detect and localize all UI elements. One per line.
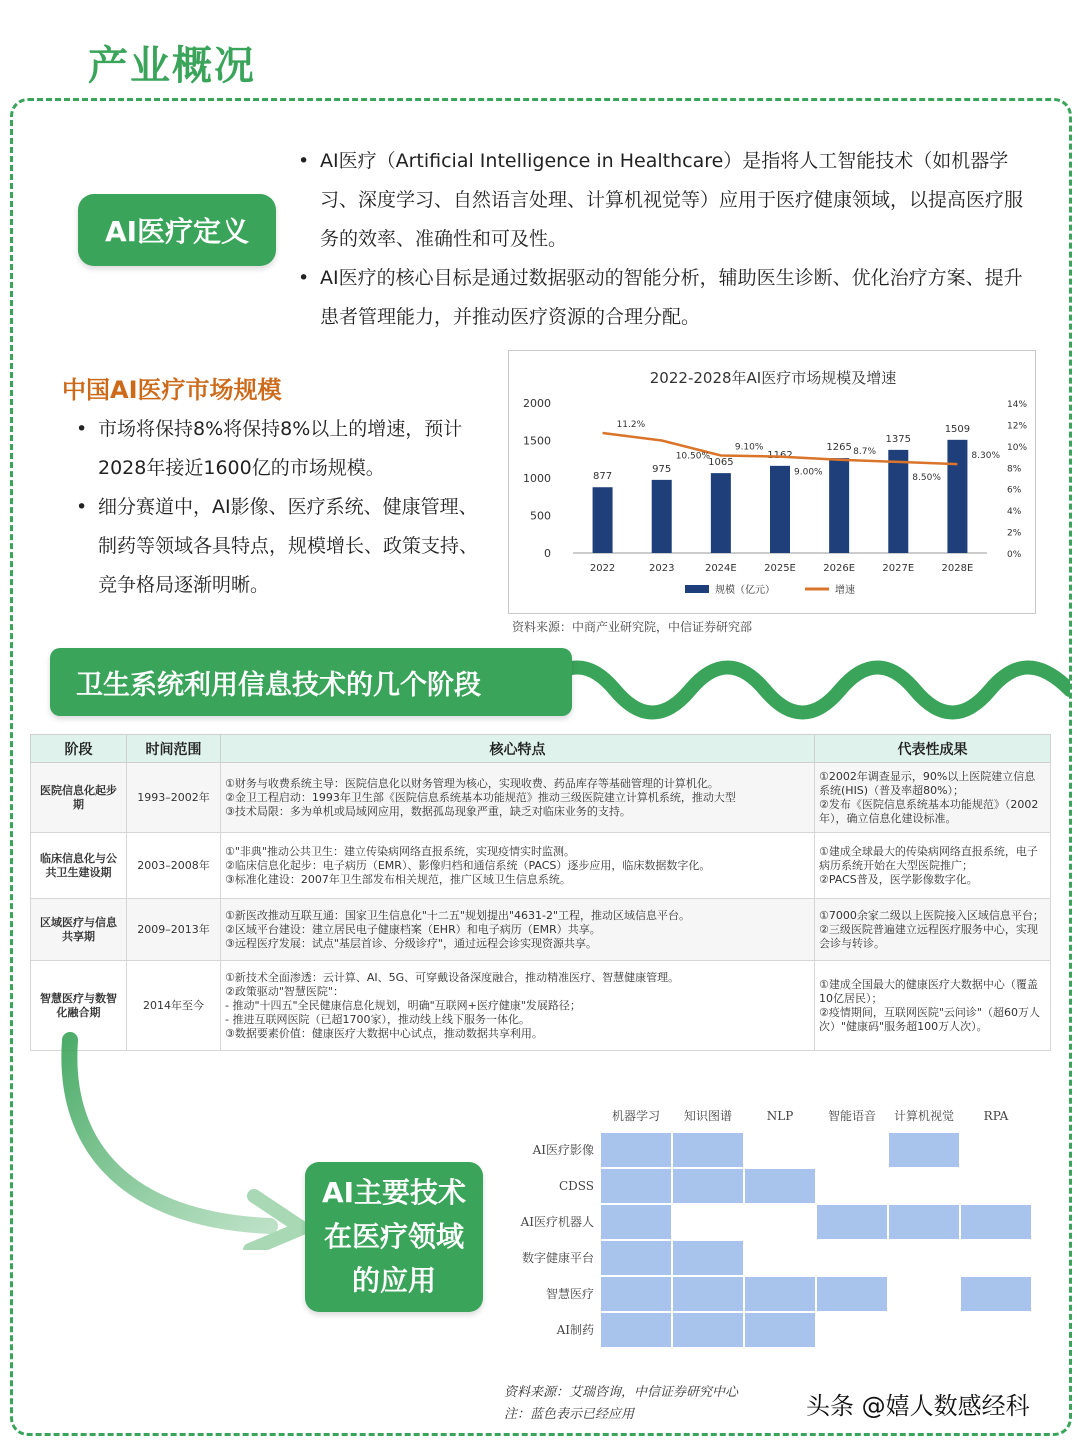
stage-name-cell: 智慧医疗与数智化融合期 [31,961,127,1051]
stage-name-cell: 区域医疗与信息共享期 [31,899,127,961]
matrix-cell [601,1277,671,1311]
header-outcome: 代表性成果 [815,735,1051,763]
stage-name-cell: 医院信息化起步期 [31,763,127,833]
stage-outcome-cell [815,763,1051,833]
chart-source: 资料来源：中商产业研究院，中信证券研究部 [512,620,753,634]
matrix-cell [601,1133,671,1167]
bar-label: 1065 [708,457,734,469]
bar-label: 1265 [826,442,852,454]
core-line: ②区域平台建设：建立居民电子健康档案（EHR）和电子病历（EMR）共享。 [225,922,601,936]
x-tick-label: 2026E [823,563,856,574]
table-row [31,833,1051,899]
stages-table [30,734,1051,1051]
matrix-cell [961,1277,1031,1311]
matrix-cell [601,1313,671,1347]
matrix-cell [745,1169,815,1203]
market-chart-svg [509,351,1037,615]
definition-list [296,142,1036,337]
definition-bullet: • AI医疗（Artificial Intelligence in Healthcare）是指将人工智能技术（如机器学习、深度学习、自然语言处理、计算机视觉等）应用于医疗健康领域，以提高医疗服务的效率、准确性和可及性。 [296,142,1036,259]
outcome-line: ②PACS普及，医学影像数字化。 [819,872,978,886]
line-label: 9.00% [794,467,823,478]
matrix-cell [601,1241,671,1275]
y-right-tick: 8% [1007,464,1022,475]
core-line: ①"非典"推动公共卫生：建立传染病网络直报系统，实现疫情实时监测。 [225,844,575,858]
stages-banner: 卫生系统利用信息技术的几个阶段 [50,648,572,716]
stage-time-cell: 2009–2013年 [127,899,221,961]
chart-title: 2022-2028年AI医疗市场规模及增速 [649,369,897,387]
outcome-line: ①7000余家二级以上医院接入区域信息平台； [819,908,1044,922]
stage-outcome-cell [815,961,1051,1051]
bar [593,487,613,553]
x-tick-label: 2027E [882,563,915,574]
outcome-line: ①2002年调查显示，90%以上医院建立信息系统(HIS)（普及率超80%）； [819,769,1036,797]
core-line: ③标准化建设：2007年卫生部发布相关规范，推广区域卫生信息系统。 [225,872,571,886]
line-label: 11.2% [616,420,646,430]
stage-outcome-cell [815,899,1051,961]
market-list [76,410,496,605]
bar-label: 877 [593,471,613,483]
core-line: ②金卫工程启动：1993年卫生部《医院信息系统基本功能规范》推动三级医院建立计算机系统，推动大型 [225,790,736,804]
y-left-tick: 1500 [523,434,551,448]
bar-label: 1162 [767,449,793,461]
outcome-line: ①建成全球最大的传染病网络直报系统，电子病历系统开始在大型医院推广； [819,844,1038,872]
core-line: ①新医改推动互联互通：国家卫生信息化"十二五"规划提出"4631-2"工程，推动区域信息平台。 [225,908,691,922]
market-chart [508,350,1036,614]
stage-name-cell: 临床信息化与公共卫生建设期 [31,833,127,899]
outcome-line: ②疫情期间，互联网医院"云问诊"（超60万人次）"健康码"服务超100万人次）。 [819,1005,1040,1033]
matrix-cell [961,1205,1031,1239]
stage-outcome-cell [815,833,1051,899]
x-tick-label: 2023 [648,563,675,574]
matrix-cell [673,1241,743,1275]
y-right-tick: 2% [1007,528,1022,539]
core-line: ②政策驱动"智慧医院"： [225,984,344,998]
matrix-cell [745,1313,815,1347]
core-line: ③远程医疗发展：试点"基层首诊、分级诊疗"，通过远程会诊实现资源共享。 [225,936,597,950]
matrix-column-label: RPA [983,1109,1009,1123]
header-stage: 阶段 [31,735,127,763]
matrix-cell [745,1277,815,1311]
core-line: ①财务与收费系统主导：医院信息化以财务管理为核心，实现收费、药品库存等基础管理的计算机化。 [225,776,719,790]
matrix-row-label: 智慧医疗 [545,1287,594,1301]
outcome-line: ②三级医院普遍建立远程医疗服务中心，实现会诊与转诊。 [819,922,1038,950]
bar-label: 975 [652,463,672,475]
matrix-cell [817,1205,887,1239]
y-right-tick: 10% [1007,442,1028,453]
bar [947,440,967,553]
line-label: 8.7% [853,446,877,457]
matrix-cell [673,1313,743,1347]
tech-matrix [500,1100,1040,1360]
table-row [31,899,1051,961]
core-line: - 推动"十四五"全民健康信息化规划，明确"互联网+医疗健康"发展路径； [225,998,581,1012]
y-right-tick: 4% [1007,507,1022,518]
stage-core-cell [221,899,815,961]
matrix-row-label: CDSS [558,1179,594,1193]
matrix-row-label: 数字健康平台 [521,1251,594,1265]
line-label: 8.50% [912,472,941,483]
ai-tech-label-line: 在医疗领域 [323,1220,464,1253]
y-right-tick: 0% [1007,550,1022,560]
y-left-tick: 500 [530,509,551,523]
market-bullet: • 细分赛道中，AI影像、医疗系统、健康管理、制药等领域各具特点，规模增长、政策支持、竞争格局逐渐明晰。 [76,488,496,605]
watermark-text: 头条 @嬉人数感经科 [806,1392,1030,1420]
bar-label: 1509 [944,423,971,435]
header-core: 核心特点 [221,735,815,763]
stage-time-cell: 1993–2002年 [127,763,221,833]
bar [829,458,849,553]
stage-time-cell: 2003–2008年 [127,833,221,899]
ai-tech-label-line: 的应用 [351,1264,436,1297]
header-time: 时间范围 [127,735,221,763]
matrix-column-label: 机器学习 [611,1109,661,1123]
core-line: ③数据要素价值：健康医疗大数据中心试点，推动数据共享利用。 [225,1026,543,1040]
stage-time-cell: 2014年至今 [127,961,221,1051]
bar [652,480,672,553]
bar-label: 1375 [885,433,912,445]
curved-arrow-icon [40,1030,320,1250]
outcome-line: ②发布《医院信息系统基本功能规范》（2002年），确立信息化建设标准。 [819,797,1039,825]
ai-tech-label [305,1162,483,1312]
page-title: 产业概况 [88,43,256,89]
matrix-cell [601,1169,671,1203]
matrix-column-label: 知识图谱 [683,1109,733,1123]
matrix-column-label: 计算机视觉 [893,1109,955,1123]
table-row [31,763,1051,833]
matrix-row-label: AI制药 [556,1323,594,1337]
bar [888,450,908,553]
market-title: 中国AI医疗市场规模 [62,376,282,404]
line-label: 9.10% [734,442,764,453]
tech-matrix-svg [500,1100,1040,1360]
table-header-row [31,735,1051,763]
y-right-tick: 6% [1007,485,1022,496]
x-tick-label: 2025E [764,563,796,574]
matrix-source [504,1382,738,1426]
ai-tech-label-line: AI主要技术 [321,1176,467,1209]
core-line: ②临床信息化起步：电子病历（EMR）、影像归档和通信系统（PACS）逐步应用，临床数据数字化。 [225,858,711,872]
wave-decoration [540,650,1070,730]
matrix-column-label: NLP [766,1109,794,1123]
matrix-cell [673,1277,743,1311]
matrix-cell [889,1133,959,1167]
stage-core-cell [221,763,815,833]
stage-core-cell [221,833,815,899]
ai-definition-label: AI医疗定义 [78,194,276,266]
bar [770,466,790,553]
x-tick-label: 2022 [589,563,616,574]
bar [711,473,731,553]
legend-line-label: 增速 [835,585,855,596]
matrix-note-line: 注：蓝色表示已经应用 [504,1407,635,1422]
y-left-tick: 1000 [523,472,551,485]
market-bullet: • 市场将保持8%将保持8%以上的增速，预计2028年接近1600亿的市场规模。 [76,410,496,488]
y-right-tick: 12% [1007,421,1028,432]
line-label: 8.30% [971,451,1001,462]
y-left-tick: 0 [544,547,551,560]
matrix-cell [601,1205,671,1239]
matrix-column-label: 智能语音 [827,1109,877,1123]
outcome-line: ①建成全国最大的健康医疗大数据中心（覆盖10亿居民）； [819,977,1038,1005]
legend-bar-label: 规模（亿元） [715,585,775,596]
core-line: ①新技术全面渗透：云计算、AI、5G、可穿戴设备深度融合，推动精准医疗、智慧健康管理。 [225,970,680,984]
core-line: ③技术局限：多为单机或局域网应用，数据孤岛现象严重，缺乏对临床业务的支持。 [225,804,631,818]
matrix-row-label: AI医疗影像 [532,1143,594,1157]
line-label: 10.50% [675,451,711,462]
definition-bullet: • AI医疗的核心目标是通过数据驱动的智能分析，辅助医生诊断、优化治疗方案、提升患者管理能力，并推动医疗资源的合理分配。 [296,259,1036,337]
legend-bar-swatch [685,585,709,593]
matrix-source-line: 资料来源：艾瑞咨询，中信证券研究中心 [504,1385,739,1400]
matrix-cell [889,1205,959,1239]
y-left-tick: 2000 [523,397,551,410]
core-line: - 推进互联网医院（已超1700家），推动线上线下服务一体化。 [225,1012,530,1026]
y-right-tick: 14% [1007,400,1028,410]
matrix-cell [673,1169,743,1203]
matrix-cell [817,1277,887,1311]
matrix-cell [673,1133,743,1167]
x-tick-label: 2024E [704,563,737,574]
matrix-row-label: AI医疗机器人 [520,1215,594,1229]
x-tick-label: 2028E [941,563,974,574]
